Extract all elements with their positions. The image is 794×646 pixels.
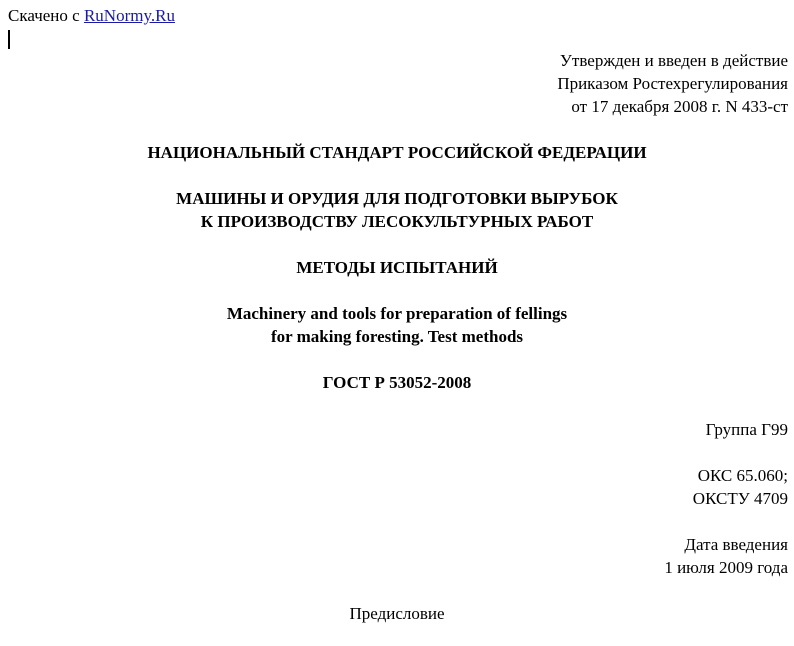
standard-title-line-1: МАШИНЫ И ОРУДИЯ ДЛЯ ПОДГОТОВКИ ВЫРУБОК — [176, 189, 618, 208]
introduction-date: 1 июля 2009 года — [664, 558, 788, 577]
oks-code: ОКС 65.060; — [697, 466, 788, 485]
text-cursor — [8, 30, 10, 49]
methods-heading: МЕТОДЫ ИСПЫТАНИЙ — [296, 258, 498, 277]
download-source-prefix: Скачено с — [8, 6, 84, 25]
approval-line-1: Утвержден и введен в действие — [559, 51, 788, 70]
approval-line-3: от 17 декабря 2008 г. N 433-ст — [571, 97, 788, 116]
group-code: Группа Г99 — [705, 420, 788, 439]
introduction-date-label: Дата введения — [684, 535, 788, 554]
standard-title-line-2: К ПРОИЗВОДСТВУ ЛЕСОКУЛЬТУРНЫХ РАБОТ — [200, 212, 594, 231]
gost-number: ГОСТ Р 53052-2008 — [322, 373, 472, 392]
okstu-code: ОКСТУ 4709 — [692, 489, 788, 508]
approval-line-2: Приказом Ростехрегулирования — [557, 74, 788, 93]
runormy-link[interactable]: RuNormy.Ru — [83, 6, 175, 25]
english-title-line-1: Machinery and tools for preparation of fellings — [226, 304, 568, 323]
download-source-line — [8, 5, 175, 27]
english-title-line-2: for making foresting. Test methods — [270, 327, 524, 346]
foreword-heading: Предисловие — [349, 604, 445, 623]
national-standard-heading: НАЦИОНАЛЬНЫЙ СТАНДАРТ РОССИЙСКОЙ ФЕДЕРАЦИИ — [147, 143, 647, 162]
